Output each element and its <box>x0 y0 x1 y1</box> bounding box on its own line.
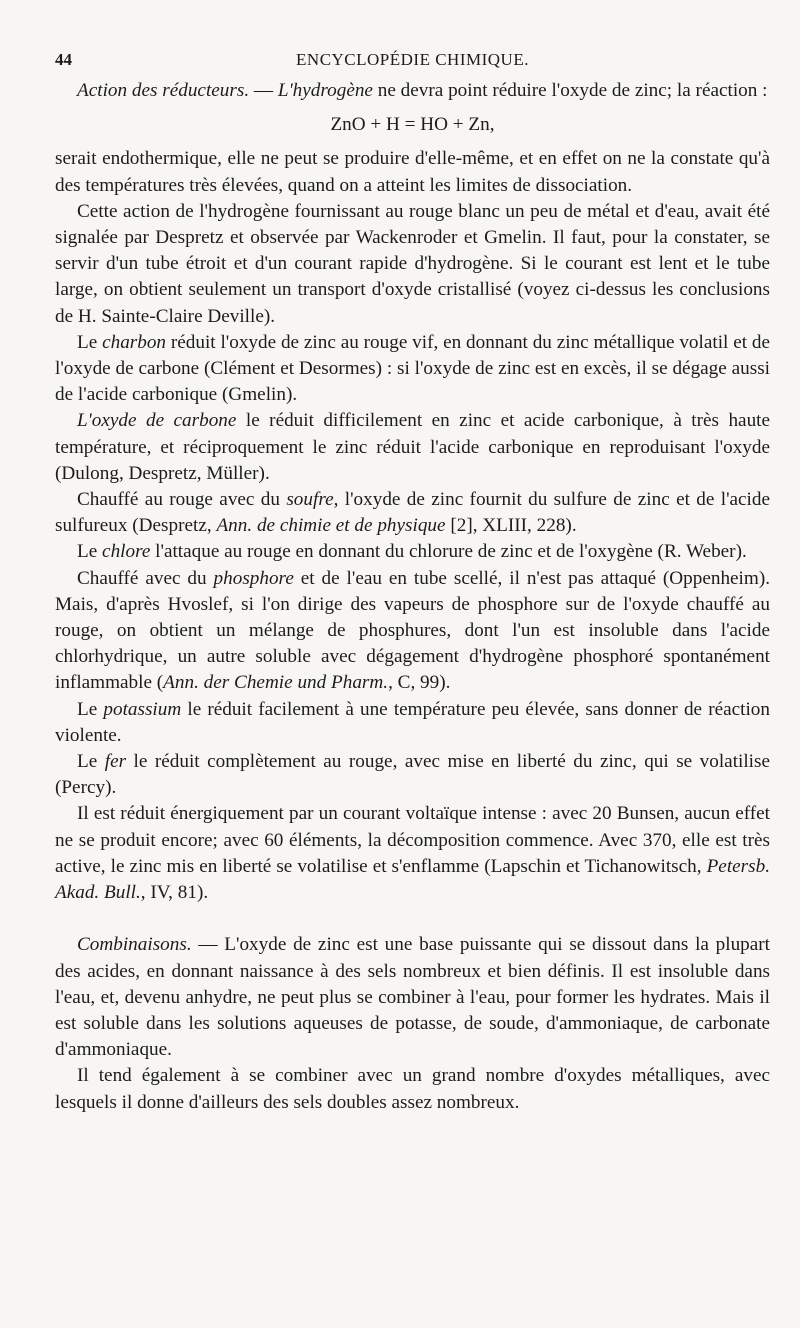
reference: Ann. de chimie et de physique <box>216 515 446 537</box>
term: L'oxyde de carbone <box>77 410 237 432</box>
paragraph-text: ne devra point réduire l'oxyde de zinc; la réaction : <box>372 80 768 101</box>
paragraph-fer <box>55 749 770 801</box>
text: [2], XLIII, 228). <box>445 515 577 537</box>
reference: Petersb. Akad. Bull. <box>55 855 770 904</box>
chemical-formula: ZnO + H = HO + Zn, <box>330 114 495 136</box>
text: Chauffé avec du <box>77 567 214 589</box>
term: chlore <box>102 541 151 563</box>
term: phosphore <box>213 567 294 589</box>
page-body <box>55 78 770 1116</box>
paragraph-soufre <box>55 487 770 539</box>
text: Le <box>77 541 103 563</box>
text: , C, 99). <box>388 672 451 694</box>
running-title: ENCYCLOPÉDIE CHIMIQUE. <box>296 50 529 69</box>
text: le réduit difficilement en zinc et acide carbonique, à très haute température, et réciproquement le zinc réduit l'acide carbonique en reproduisant l'oxyde (Dulong, Despretz, Müller). <box>55 410 771 484</box>
term: potassium <box>103 698 182 720</box>
paragraph-combinaisons <box>55 932 770 1063</box>
text: Il est réduit énergiquement par un courant voltaïque intense : avec 20 Bunsen, aucun effet ne se produit encore; avec 60 éléments, la décomposition commence. Avec 370, elle est très active, le zinc mis en liberté se volatilise et s'enflamme (Lapschin et Tichanowitsch, <box>55 803 770 877</box>
running-head <box>55 50 770 74</box>
text: Le <box>77 751 105 773</box>
paragraph-potassium <box>55 697 770 749</box>
section-spacer <box>55 906 770 932</box>
term: soufre <box>286 489 334 511</box>
paragraph-oxydes: Il tend également à se combiner avec un grand nombre d'oxydes métalliques, avec lesquels il donne d'ailleurs des sels doubles assez nombreux. <box>55 1065 770 1113</box>
text: réduit l'oxyde de zinc au rouge vif, en donnant du zinc métallique volatil et de l'oxyde de carbone (Clément et Desormes) : si l'oxyde de zinc est en excès, il se dégage aussi de l'acide carbonique (Gmelin). <box>55 331 770 406</box>
text: le réduit complètement au rouge, avec mise en liberté du zinc, qui se volatilise (Percy). <box>55 751 770 799</box>
text: Chauffé au rouge avec du <box>77 489 287 511</box>
text: l'attaque au rouge en donnant du chlorure de zinc et de l'oxygène (R. Weber). <box>150 541 747 563</box>
text: le réduit facilement à une température peu élevée, sans donner de réaction violente. <box>55 698 770 746</box>
reference: Ann. der Chemie und Pharm. <box>163 672 389 694</box>
text: Le <box>77 698 104 720</box>
paragraph-hydrogene: Cette action de l'hydrogène fournissant au rouge blanc un peu de métal et d'eau, avait été signalée par Despretz et observée par Wackenroder et Gmelin. Il faut, pour la constater, se servir d'un tube étroit et d'un courant rapide d'hydrogène. Si le courant est lent et le tube large, on obtient seulement un transport d'oxyde cristallisé (voyez ci-dessus les conclusions de H. Sainte-Claire Deville). <box>55 200 770 327</box>
paragraph-voltaique <box>55 801 770 906</box>
paragraph-oxyde-carbone <box>55 408 770 487</box>
page-number: 44 <box>55 50 72 69</box>
text: L'oxyde de zinc est une base puissante qui se dissout dans la plupart des acides, en donnant naissance à des sels nombreux et bien définis. Il est insoluble dans l'eau, et, devenu anhydre, ne peut plus se combiner à l'eau, pour former les hydrates. Mais il est soluble dans les solutions aqueuses de potasse, de soude, d'ammoniaque, de carbonate d'ammoniaque. <box>55 934 770 1061</box>
paragraph-phosphore <box>55 566 770 697</box>
text: et de l'eau en tube scellé, il n'est pas attaqué (Oppenheim). Mais, d'après Hvoslef, si l'on dirige des vapeurs de phosphore sur de l'oxyde chauffé au rouge, on obtient un mélange de phosphures, dont l'un est insoluble dans l'acide chlorhydrique, un autre soluble avec dégagement d'hydrogène phosphoré spontanément inflammable ( <box>55 567 771 694</box>
term: L'hydrogène <box>277 80 373 101</box>
section-lead: Action des réducteurs. <box>77 80 250 101</box>
paragraph-charbon <box>55 330 770 409</box>
text: , l'oxyde de zinc fournit du sulfure de zinc et de l'acide sulfureux (Despretz, <box>55 489 770 537</box>
text: , IV, 81). <box>140 882 209 904</box>
text: Le <box>77 331 103 353</box>
section-lead: Combinaisons. <box>77 934 192 956</box>
dash: — <box>249 80 278 101</box>
paragraph-chlore <box>55 539 770 565</box>
paragraph-reducteurs <box>55 78 770 104</box>
term: fer <box>104 751 127 773</box>
dash: — <box>191 934 225 956</box>
paragraph-continuation: serait endothermique, elle ne peut se produire d'elle-même, et en effet on ne la constate qu'à des températures très élevées, quand on a atteint les limites de dissociation. <box>55 148 770 196</box>
term: charbon <box>102 331 167 353</box>
